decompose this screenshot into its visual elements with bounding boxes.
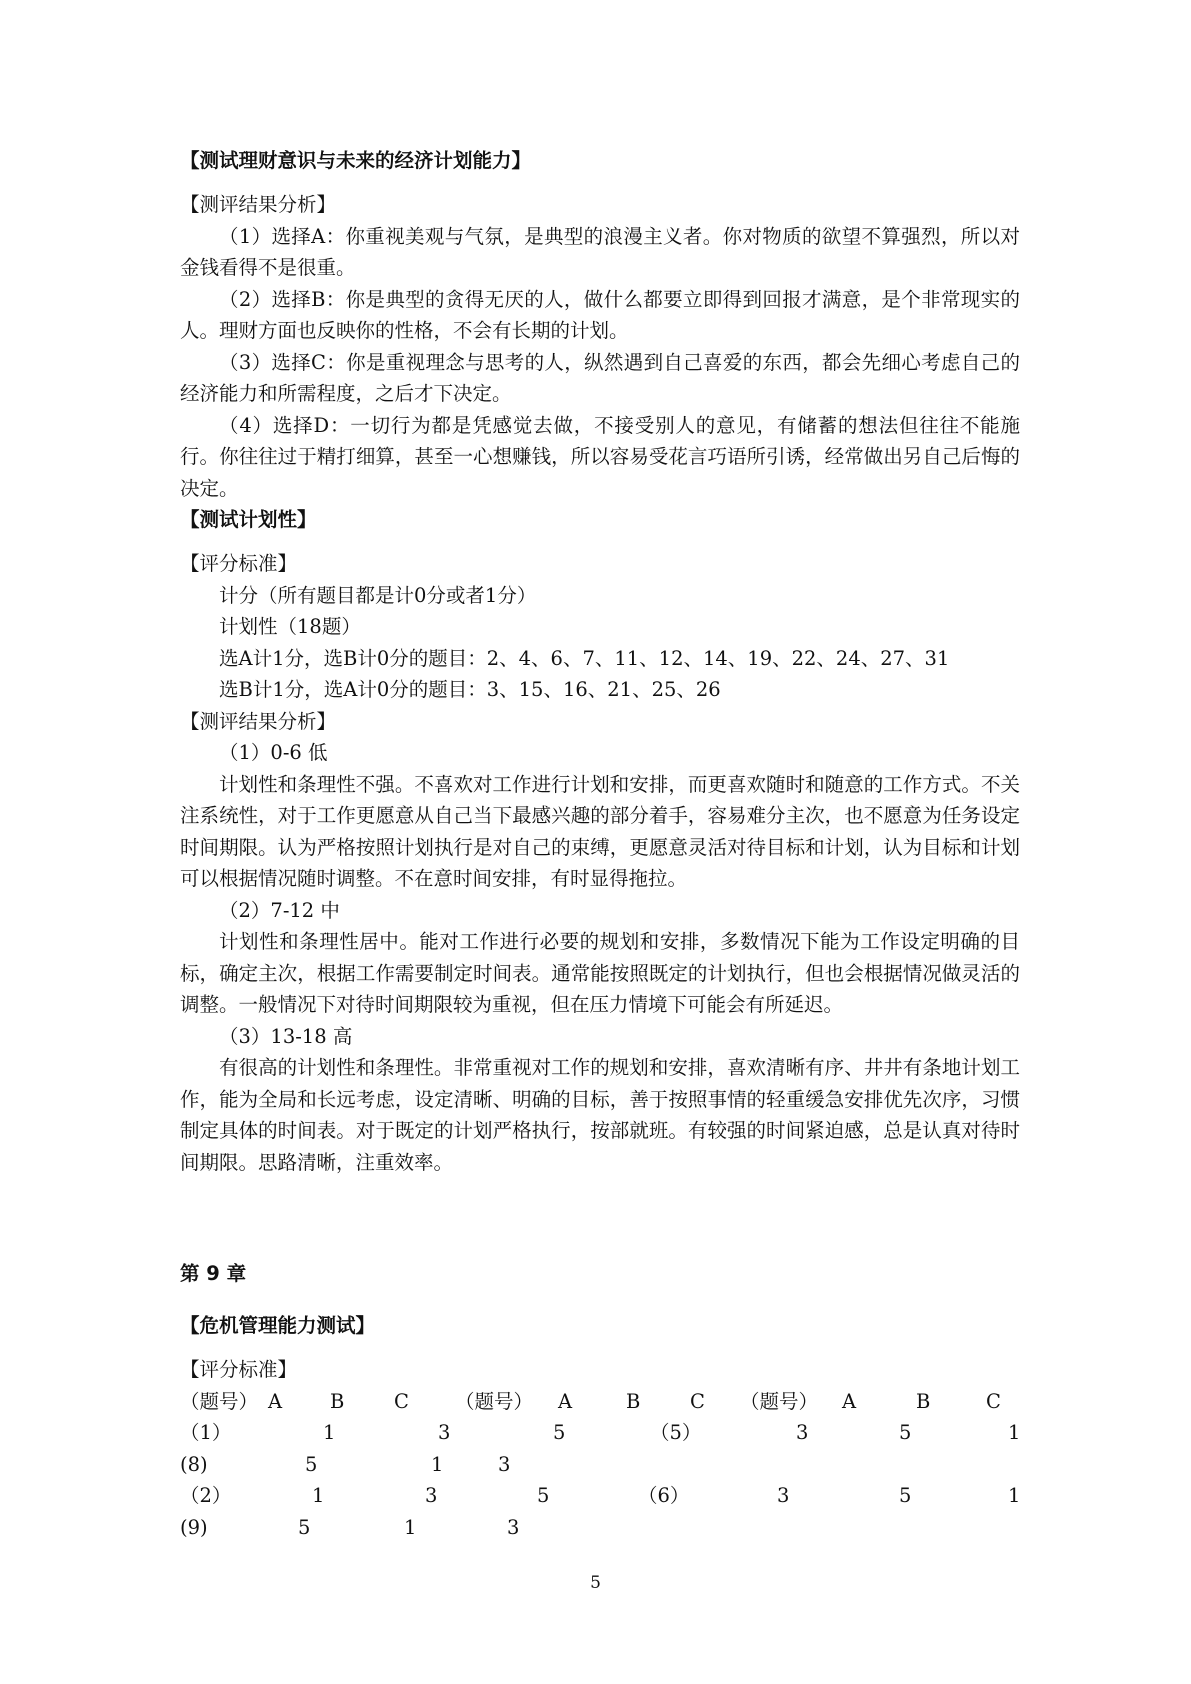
header-cell: A <box>558 1389 573 1413</box>
header-cell: （题号） <box>740 1389 819 1413</box>
scoring-line: 选B计1分，选A计0分的题目：3、15、16、21、25、26 <box>219 678 721 701</box>
score-cell: 5 <box>553 1421 566 1444</box>
finance-result-d: （4）选择D：一切行为都是凭感觉去做，不接受别人的意见，有储蓄的想法但往往不能施行。你往往过于精打细算，甚至一心想赚钱，所以容易受花言巧语所引诱，经常做出另自己后悔的决定。 <box>180 413 1020 500</box>
section-title-crisis: 【危机管理能力测试】 <box>180 1314 376 1337</box>
scoring-label: 【评分标准】 <box>180 552 298 575</box>
level-heading-high: （3）13-18 高 <box>219 1024 353 1048</box>
finance-result-b: （2）选择B：你是典型的贪得无厌的人，做什么都要立即得到回报才满意，是个非常现实的人。理财方面也反映你的性格，不会有长期的计划。 <box>180 287 1020 342</box>
header-cell: C <box>986 1389 1001 1413</box>
score-cell: 1 <box>1008 1484 1021 1507</box>
header-cell: B <box>626 1389 641 1413</box>
header-cell: A <box>842 1389 857 1413</box>
score-table-row <box>180 1480 1020 1512</box>
chapter-title: 第 9 章 <box>180 1262 247 1285</box>
level-text-mid: 计划性和条理性居中。能对工作进行必要的规划和安排，多数情况下能为工作设定明确的目标，确定主次，根据工作需要制定时间表。通常能按照既定的计划执行，但也会根据情况做灵活的调整。一般情况下对待时间期限较为重视，但在压力情境下可能会有所延迟。 <box>180 930 1020 1016</box>
score-table-header <box>180 1386 1020 1418</box>
header-cell: C <box>690 1389 705 1413</box>
score-cell: （2） <box>180 1484 232 1507</box>
finance-result-c: （3）选择C：你是重视理念与思考的人，纵然遇到自己喜爱的东西，都会先细心考虑自己的经济能力和所需程度，之后才下决定。 <box>180 350 1020 405</box>
score-cell: 1 <box>323 1421 336 1444</box>
level-text-low: 计划性和条理性不强。不喜欢对工作进行计划和安排，而更喜欢随时和随意的工作方式。不关注系统性，对于工作更愿意从自己当下最感兴趣的部分着手，容易难分主次，也不愿意为任务设定时间期限。认为严格按照计划执行是对自己的束缚，更愿意灵活对待目标和计划，认为目标和计划可以根据情况随时调整。不在意时间安排，有时显得拖拉。 <box>180 772 1020 890</box>
score-table-row <box>180 1512 1020 1544</box>
score-cell: (9) <box>180 1515 208 1539</box>
header-cell: B <box>330 1389 345 1413</box>
scoring-label: 【评分标准】 <box>180 1358 298 1381</box>
level-heading-mid: （2）7-12 中 <box>219 898 340 922</box>
header-cell: （题号） <box>180 1389 259 1413</box>
score-table-row <box>180 1449 1020 1481</box>
scoring-line: 计划性（18题） <box>219 615 361 638</box>
score-cell: 3 <box>507 1515 520 1539</box>
level-heading-low: （1）0-6 低 <box>219 741 328 764</box>
score-cell: 5 <box>305 1452 318 1476</box>
section-title-planning: 【测试计划性】 <box>180 508 317 531</box>
score-cell: 3 <box>498 1452 511 1476</box>
score-cell: 3 <box>438 1421 451 1444</box>
finance-result-a: （1）选择A：你重视美观与气氛，是典型的浪漫主义者。你对物质的欲望不算强烈，所以对金钱看得不是很重。 <box>180 224 1020 279</box>
score-cell: 5 <box>899 1484 912 1507</box>
score-cell: （5） <box>650 1421 702 1444</box>
page-number: 5 <box>590 1573 601 1593</box>
score-cell: （6） <box>638 1484 690 1507</box>
score-cell: 1 <box>312 1484 325 1507</box>
scoring-line: 选A计1分，选B计0分的题目：2、4、6、7、11、12、14、19、22、24、27、31 <box>219 646 950 670</box>
score-table-row <box>180 1417 1020 1449</box>
header-cell: C <box>394 1389 409 1413</box>
score-cell: 1 <box>431 1452 444 1476</box>
scoring-line: 计分（所有题目都是计0分或者1分） <box>219 583 537 607</box>
score-cell: （1） <box>180 1421 232 1444</box>
score-cell: 3 <box>796 1421 809 1444</box>
score-cell: (8) <box>180 1452 208 1476</box>
score-cell: 1 <box>1008 1421 1021 1444</box>
header-cell: （题号） <box>455 1389 534 1413</box>
level-text-high: 有很高的计划性和条理性。非常重视对工作的规划和安排，喜欢清晰有序、井井有条地计划工作，能为全局和长远考虑，设定清晰、明确的目标，善于按照事情的轻重缓急安排优先次序，习惯制定具体的时间表。对于既定的计划严格执行，按部就班。有较强的时间紧迫感，总是认真对待时间期限。思路清晰，注重效率。 <box>180 1056 1020 1174</box>
page-content <box>180 145 1020 1543</box>
header-cell: B <box>916 1389 931 1413</box>
score-cell: 5 <box>537 1484 550 1507</box>
analysis-label: 【测评结果分析】 <box>180 709 337 733</box>
score-cell: 1 <box>404 1515 417 1539</box>
score-cell: 5 <box>298 1515 311 1539</box>
score-cell: 3 <box>425 1484 438 1507</box>
score-cell: 3 <box>777 1484 790 1507</box>
score-cell: 5 <box>899 1421 912 1444</box>
analysis-label: 【测评结果分析】 <box>180 193 337 216</box>
header-cell: A <box>268 1389 283 1413</box>
section-title-finance: 【测试理财意识与未来的经济计划能力】 <box>180 149 532 172</box>
